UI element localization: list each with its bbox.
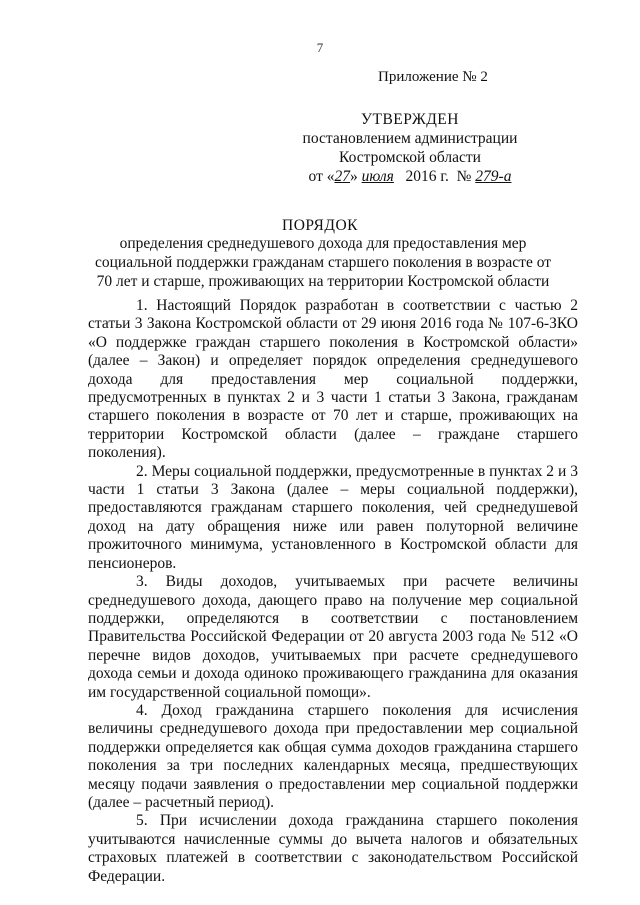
approval-block [300,110,520,186]
paragraph-2: 2. Меры социальной поддержки, предусмотренные в пунктах 2 и 3 части 1 статьи 3 Закона (далее – меры социальной поддержки), предоставляются гражданам старшего поколения, чей среднедушевой доход на дату обращения ниже или равен полуторной величине прожиточного минимума, установленного в Костромской области для пенсионеров. [88,462,578,572]
document-title: ПОРЯДОК [282,217,358,234]
approval-day: 27 [334,168,350,185]
approval-number: 279-а [475,168,512,185]
approval-year: 2016 г. [405,168,449,185]
document-body [88,297,578,886]
paragraph-1: 1. Настоящий Порядок разработан в соответствии с частью 2 статьи 3 Закона Костромской области от 29 июня 2016 года № 107-6-ЗКО «О поддержке граждан старшего поколения в Костромской области» (далее – Закон) и определяет порядок определения среднедушевого дохода для предоставления мер социальной поддержки, предусмотренных в пунктах 2 и 3 части 1 статьи 3 Закона, гражданам старшего поколения в возрасте от 70 лет и старше, проживающих на территории Костромской области (далее – граждане старшего поколения). [88,297,578,462]
approval-line-1: постановлением администрации [302,130,518,147]
page-number: 7 [316,40,324,55]
paragraph-4: 4. Доход гражданина старшего поколения для исчисления величины среднедушевого дохода при предоставлении мер социальной поддержки определяется как общая сумма доходов гражданина старшего поколения за три последних календарных месяца, предшествующих месяцу подачи заявления о предоставлении мер социальной поддержки (далее – расчетный период). [88,701,578,811]
approval-date-line [300,167,520,186]
paragraph-5: 5. При исчислении дохода гражданина старшего поколения учитываются начисленные суммы до вычета налогов и обязательных страховых платежей в соответствии с законодательством Российской Федерации. [88,812,578,885]
approval-month: июля [361,168,394,185]
date-prefix: от « [308,168,335,185]
appendix-label: Приложение № 2 [378,69,488,85]
number-label: № [456,168,472,185]
document-subtitle: определения среднедушевого дохода для предоставления мер социальной поддержки гражданам старшего поколения в возрасте от 70 лет и старше, проживающих на территории Костромской области [94,235,552,290]
paragraph-3: 3. Виды доходов, учитываемых при расчете величины среднедушевого дохода, дающего право на получение мер социальной поддержки, определяются в соответствии с постановлением Правительства Российской Федерации от 20 августа 2003 года № 512 «О перечне видов доходов, учитываемых при расчете среднедушевого дохода семьи и дохода одиноко проживающего гражданина для оказания им государственной социальной помощи». [88,573,578,701]
date-day-suffix: » [349,168,358,185]
approval-line-2: Костромской области [339,149,481,166]
approval-title: УТВЕРЖДЕН [361,111,459,128]
